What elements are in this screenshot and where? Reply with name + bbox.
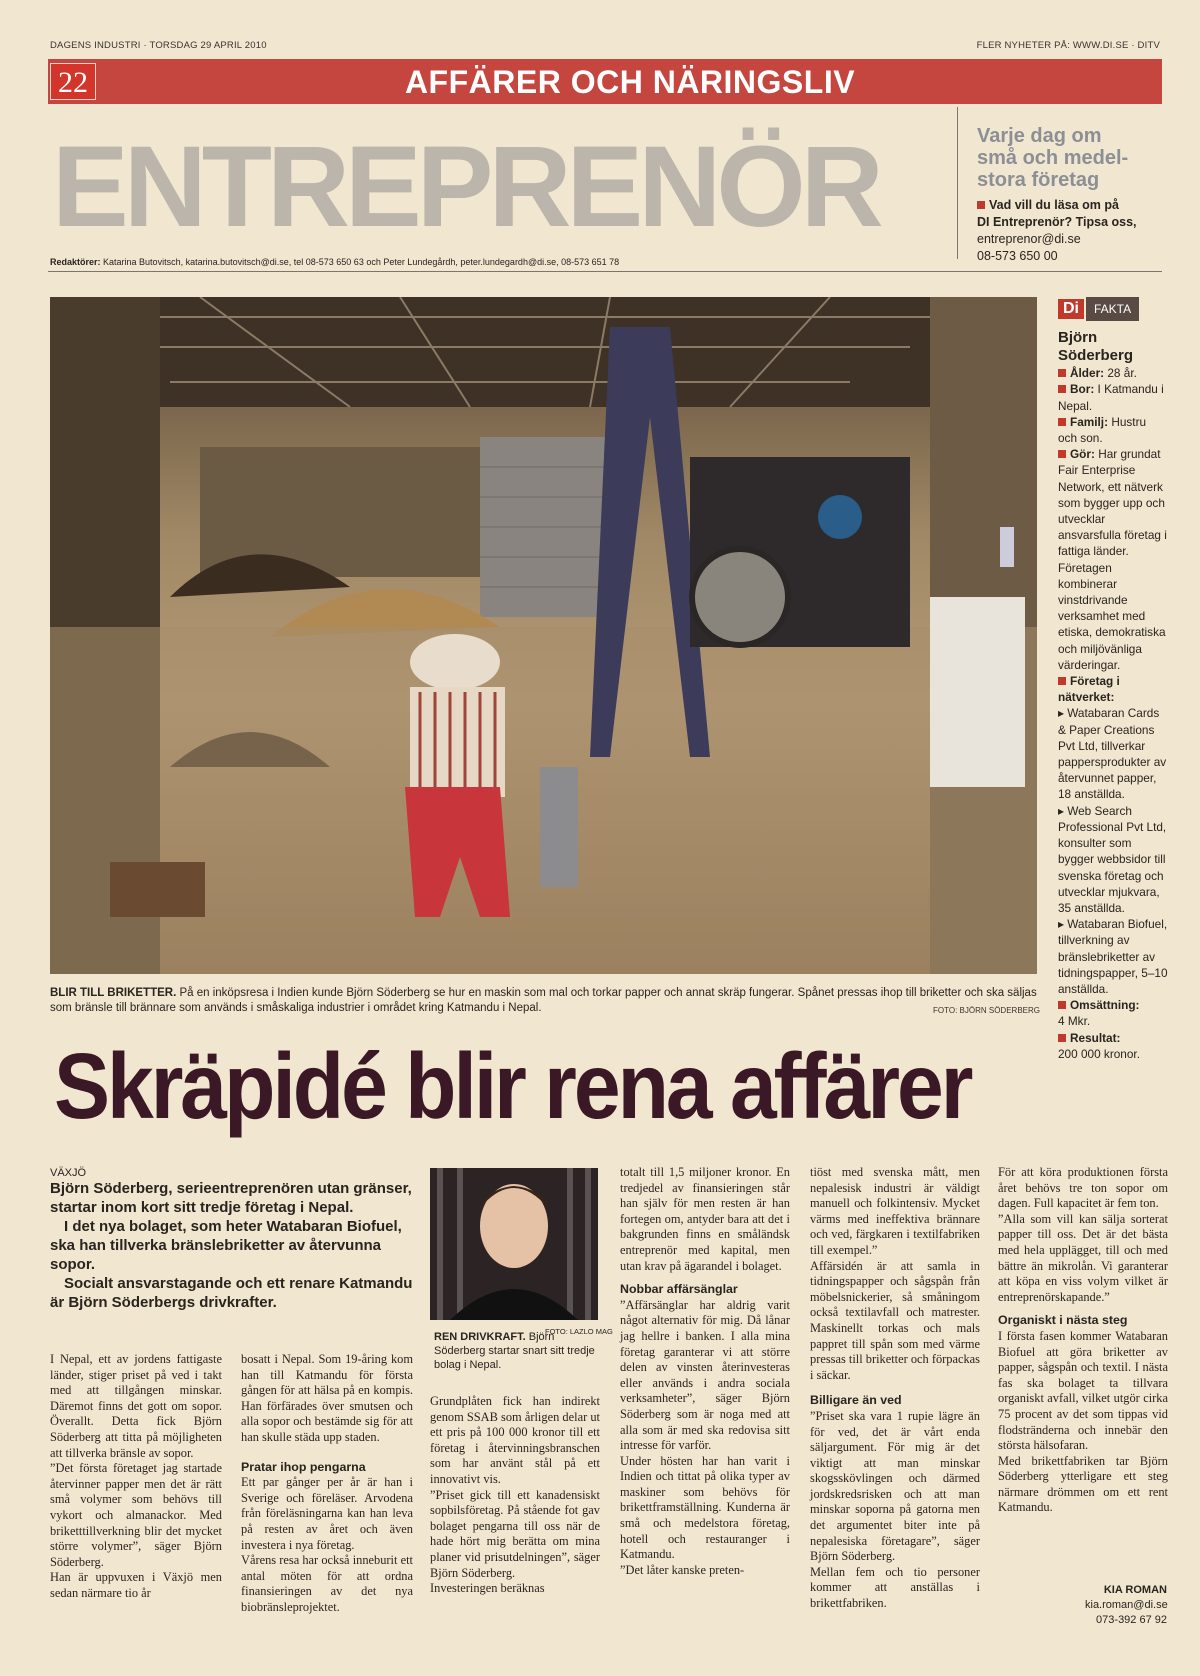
article-column-3: Grundplåten fick han indirekt genom SSAB som årligen delar ut ett pris på 100 000 kronor till ett företag i återvinningsbranschen som har använt stål på ett innovativt vis. ”Priset gick till ett kanadensiskt sopbilsföretag. På stående fot gav bolaget pengarna till oss när de hade hört mig berätta om mina planer vid prisutdelningen”, säger Björn Söderberg. Investeringen beräknas (430, 1394, 600, 1596)
factory-photo (50, 297, 1037, 974)
subhead: Billigare än ved (810, 1393, 902, 1408)
tip-box: Vad vill du läsa om på DI Entreprenör? Tipsa oss, entreprenor@di.se 08-573 650 00 (977, 197, 1167, 265)
ingress-2: I det nya bolaget, som heter Watabaran Biofuel, ska han tillverka bränslebriketter av återvunna sopor. (50, 1218, 402, 1273)
ingress-1: Björn Söderberg, serieentreprenören utan gränser, startar inom kort sitt tredje företag i Nepal. (50, 1180, 412, 1216)
article-column-5: tiöst med svenska mått, men nepalesisk industri är väldigt manuell och folkintensiv. Mycket värms med ineffektiva brännare och ved, färgkaren i textilfabriken till exempel.” Affärsidén är att samla in tidningspapper och sågspån från möbelsnickerier, så småningom också textilavfall och matrester. Maskinellt torkas och mals pappret till spån som med värme pressas till briketter och förpackas i säckar. Billigare än ved ”Priset ska vara 1 rupie lägre än för ved, det är vårt enda säljargument. För mig är det viktigt att man minskar skogsskövlingen och därmed jordskredsrisken och att man minskar soporna på gatorna men det argumentet biter inte på nepalesiska företagare”, säger Björn Söderberg. Mellan fem och tio personer kommer att anställas i brikettfabriken. (810, 1165, 980, 1611)
article-column-2: bosatt i Nepal. Som 19-åring kom han till Katmandu för första gången för att hälsa på en kompis. Han förfärades över smutsen och alla sopor och bestämde sig för att han skulle städa upp staden. Pratar ihop pengarna Ett par gånger per år är han i Sverige och föreläser. Arvodena från föreläsningarna kan han leva på resten av året och även investera i nya företag. Vårens resa har också inneburit ett antal möten för att ordna finansieringen av det nya biobränsleprojektet. (241, 1352, 413, 1614)
article-intro (50, 1167, 415, 1312)
editors-line: Redaktörer: Katarina Butovitsch, katarina.butovitsch@di.se, tel 08-573 650 63 och Peter Lundegårdh, peter.lundegardh@di.se, 08-573 651 78 (50, 257, 620, 267)
bullet-icon (1058, 418, 1066, 426)
article-column-6: För att köra produktionen första året behövs tre ton sopor om dagen. Full kapacitet är fem ton. ”Alla som vill kan sälja sorterat papper till oss. Det är det bästa med hela upplägget, till och med bättre än mikrolån. Vi garanterar att köpa en viss volym vilket är entreprenörskapande.” Organiskt i nästa steg I första fasen kommer Watabaran Biofuel att göra briketter av papper, sågspån och textil. I nästa fas ska bolaget ta tillvara organiskt avfall, vilket utgör cirka 75 procent av det som tippas vid flodstränderna och innebär den största hälsofaran. Med brikettfabriken tar Björn Söderberg ytterligare ett steg närmare drömmen om ett rent Katmandu. (998, 1165, 1168, 1515)
ingress-3: Socialt ansvarstagande och ett renare Katmandu är Björn Söderbergs drivkrafter. (50, 1275, 413, 1311)
section-title: AFFÄRER OCH NÄRINGSLIV (404, 64, 856, 100)
triangle-icon: ▸ (1058, 706, 1064, 721)
tip-phone: 08-573 650 00 (977, 249, 1058, 263)
divider (48, 271, 1162, 272)
bullet-icon (1058, 450, 1066, 458)
section-masthead: ENTREPRENÖR (52, 123, 879, 251)
byline: KIA ROMAN kia.roman@di.se 073-392 67 92 (1085, 1584, 1168, 1626)
portrait-credit: FOTO: LAZLO MAG (545, 1327, 613, 1336)
subhead: Pratar ihop pengarna (241, 1459, 366, 1474)
dateline: VÄXJÖ (50, 1167, 87, 1179)
photo-credit: FOTO: BJÖRN SÖDERBERG (933, 1006, 1040, 1015)
tip-email[interactable]: entreprenor@di.se (977, 232, 1081, 246)
tip-title: Varje dag om små och medel- stora företag (977, 125, 1129, 191)
fact-label: FAKTA (1086, 297, 1139, 321)
headline: Skräpidé blir rena affärer (54, 1034, 971, 1138)
bullet-icon (1058, 385, 1066, 393)
article-column-4: totalt till 1,5 miljoner kronor. En tredjedel av finansieringen står han själv för men resten är han fortegen om, antyder bara att det i bakgrunden finns en småländsk entreprenör med kapital, men utan krav på ägarandel i bolaget. Nobbar affärsänglar ”Affärsänglar har aldrig varit något alternativ för mig. Då lånar jag hellre i banken. I alla mina företag garanterar vi att större delen av vinsten återinvesteras eller används i andra sociala verksamheter”, säger Björn Söderberg som är noga med att alla som är med ska redovisa sitt intresse för varför. Under hösten har han varit i Indien och tittat på olika typer av maskiner som behövs för brikettframställning. Kunderna är små och medelstora företag, hotell och restauranger i Katmandu. ”Det låter kanske preten- (620, 1165, 790, 1577)
author-email[interactable]: kia.roman@di.se (1085, 1599, 1168, 1611)
di-logo: Di (1058, 299, 1084, 319)
subhead: Organiskt i nästa steg (998, 1313, 1128, 1328)
bullet-icon (977, 201, 985, 209)
triangle-icon: ▸ (1058, 917, 1064, 932)
triangle-icon: ▸ (1058, 803, 1064, 818)
subhead: Nobbar affärsänglar (620, 1282, 738, 1297)
bullet-icon (1058, 677, 1066, 685)
portrait-photo (430, 1168, 598, 1320)
fact-box: Di FAKTA Björn Söderberg Ålder: 28 år. Bor: I Katmandu i Nepal. Familj: Hustru och son. Gör: Har grundat Fair Enterprise Network, ett nätverk som bygger upp och utvecklar ansvarsfulla företag i fattiga länder. Företagen kombinerar vinstdrivande verksamhet med etiska, demokratiska och miljövänliga värderingar. Företag i nätverket: ▸ Watabaran Cards & Paper Creations Pvt Ltd, tillverkar pappersprodukter av återvunnet papper, 18 anställda. ▸ Web Search Professional Pvt Ltd, konsulter som bygger webbsidor till svenska företag och utvecklar mjukvara, 35 anställda. ▸ Watabaran Biofuel, tillverkning av bränslebriketter av tidningspapper, 5–10 anställda. Omsättning: 4 Mkr. Resultat: 200 000 kronor. (1058, 297, 1168, 1062)
publication-date: DAGENS INDUSTRI · TORSDAG 29 APRIL 2010 (50, 40, 267, 51)
page-number: 22 (50, 63, 96, 100)
portrait-caption: REN DRIVKRAFT. Björn Söderberg startar snart sitt tredje bolag i Nepal. (434, 1331, 595, 1371)
more-news-link[interactable]: FLER NYHETER PÅ: WWW.DI.SE · DITV (976, 40, 1160, 51)
divider (957, 107, 958, 259)
photo-caption: BLIR TILL BRIKETTER. På en inköpsresa i Indien kunde Björn Söderberg se hur en maskin som mal och torkar papper och annat skräp fungerar. Spånet pressas ihop till briketter och ska säljas som bränsle till brännare som används i småskaliga industrier i området kring Katmandu i Nepal. FOTO: BJÖRN SÖDERBERG (50, 986, 1040, 1018)
bullet-icon (1058, 1001, 1066, 1009)
fact-name: Björn Söderberg (1058, 329, 1134, 365)
article-column-1: I Nepal, ett av jordens fattigaste länder, stiger priset på ved i takt med att tillgången minskar. Däremot finns det gott om sopor. Överallt. Detta fick Björn Söderberg att titta på möjligheten att tillverka bränsle av sopor. ”Det första företaget jag startade återvinner papper men det är rätt små volymer som behövs till vykort och almanackor. Med briketttillverkning blir det mycket större volymer”, säger Björn Söderberg. Han är uppvuxen i Växjö men sedan närmare tio år (50, 1352, 222, 1600)
bullet-icon (1058, 369, 1066, 377)
